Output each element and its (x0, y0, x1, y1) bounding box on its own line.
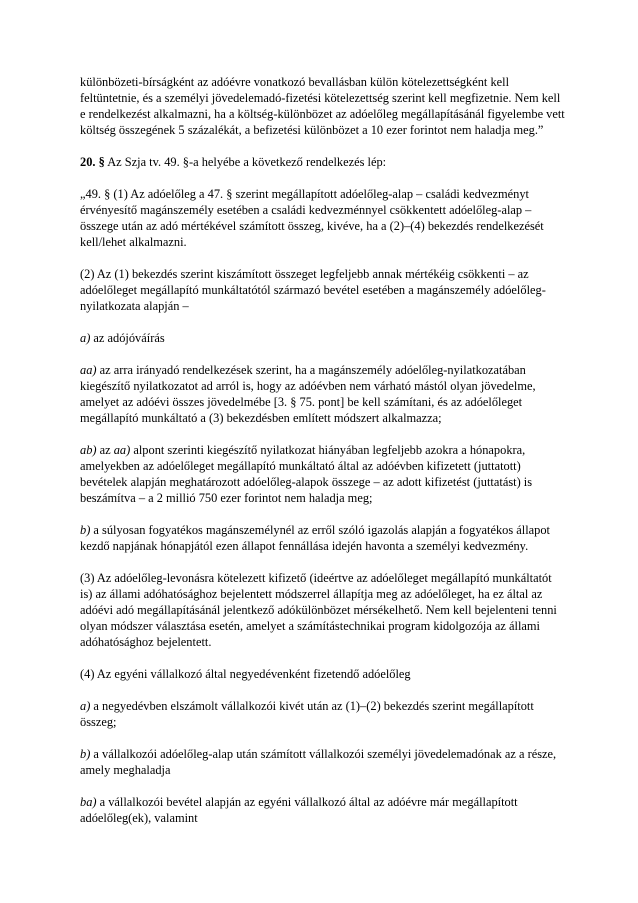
point-a (80, 330, 566, 346)
point-marker: a) (80, 699, 91, 713)
paragraph-continuation (80, 74, 566, 138)
section-number: 20. § (80, 155, 105, 169)
paragraph-text: alpont szerinti kiegészítő nyilatkozat hiányában legfeljebb azokra a hónapokra, amelyekben az adóelőleget megállapító munkáltató által az adóévben kifizetett (juttatott) bevételek alapján meghatározott adóelőleg-alapok összege – az adott kifizetést (juttatást) is beszámítva – a 2 millió 750 ezer forintot nem haladja meg; (80, 443, 533, 505)
document-page (80, 74, 566, 826)
point-reference: aa) (113, 443, 131, 457)
point-4-b (80, 746, 566, 778)
point-marker: ab) (80, 443, 97, 457)
paragraph-49-2 (80, 266, 566, 314)
point-4-ba (80, 794, 566, 826)
paragraph-text: az (96, 443, 114, 457)
paragraph-text: (4) Az egyéni vállalkozó által negyedévenként fizetendő adóelőleg (80, 667, 411, 681)
point-marker: b) (80, 523, 91, 537)
paragraph-text: „49. § (1) Az adóelőleg a 47. § szerint megállapított adóelőleg-alap – családi kedvezményt érvényesítő magánszemély esetében a családi kedvezménnyel csökkentett adóelőleg-alap – összege után az adó mértékével számított összeg, kivéve, ha a (2)–(4) bekezdés rendelkezését kell/lehet alkalmazni. (80, 187, 544, 249)
paragraph-text: (2) Az (1) bekezdés szerint kiszámított összeget legfeljebb annak mértékéig csökkenti – az adóelőleget megállapító munkáltatótól származó bevétel esetében a magánszemély adóelőleg-nyilatkozata alapján – (80, 267, 546, 313)
paragraph-text: a vállalkozói bevétel alapján az egyéni vállalkozó által az adóévre már megállapított adóelőleg(ek), valamint (80, 795, 518, 825)
section-20-intro (80, 154, 566, 170)
point-ab (80, 442, 566, 506)
paragraph-text: Az Szja tv. 49. §-a helyébe a következő rendelkezés lép: (104, 155, 387, 169)
point-4-a (80, 698, 566, 730)
paragraph-49-1 (80, 186, 566, 250)
paragraph-text: a súlyosan fogyatékos magánszemélynél az erről szóló igazolás alapján a fogyatékos állapot kezdő napjának hónapjától ezen állapot fennállása idején havonta a személyi kedvezmény. (80, 523, 550, 553)
point-marker: b) (80, 747, 91, 761)
paragraph-49-3 (80, 570, 566, 650)
paragraph-text: az adójóváírás (90, 331, 165, 345)
point-aa (80, 362, 566, 426)
point-b (80, 522, 566, 554)
paragraph-text: a negyedévben elszámolt vállalkozói kivét után az (1)–(2) bekezdés szerint megállapított összeg; (80, 699, 534, 729)
paragraph-text: az arra irányadó rendelkezések szerint, ha a magánszemély adóelőleg-nyilatkozatában kiegészítő nyilatkozatot ad arról is, hogy az adóévben nem várható mástól olyan jövedelme, amelyet az adóévi összes jövedelmébe [3. § 75. pont] be kell számítani, és az adóelőleget megállapító munkáltató a (3) bekezdésben említett módszert alkalmazza; (80, 363, 536, 425)
paragraph-text: a vállalkozói adóelőleg-alap után számított vállalkozói személyi jövedelemadónak az a része, amely meghaladja (80, 747, 557, 777)
paragraph-49-4 (80, 666, 566, 682)
point-marker: a) (80, 331, 91, 345)
paragraph-text: különbözeti-bírságként az adóévre vonatkozó bevallásban külön kötelezettségként kell feltüntetnie, és a személyi jövedelemadó-fizetési kötelezettség szerint kell megfizetnie. Nem kell e rendelkezést alkalmazni, ha a költség-különbözet az adóelőleg megállapításánál figyelembe vett költség összegének 5 százalékát, a befizetési különbözet a 10 ezer forintot nem haladja meg.” (80, 75, 565, 137)
point-marker: aa) (80, 363, 97, 377)
paragraph-text: (3) Az adóelőleg-levonásra kötelezett kifizető (ideértve az adóelőleget megállapító munkáltatót is) az állami adóhatósághoz bejelentett módszerrel állapítja meg az adóelőleget, ha ez által az adóévi adó megállapításánál jelentkező adókülönbözet mérsékelhető. Nem kell bejelenteni tenni olyan módszer választása esetén, amelyet a számítástechnikai program kidolgozója az állami adóhatósághoz bejelentett. (80, 571, 557, 649)
point-marker: ba) (80, 795, 97, 809)
